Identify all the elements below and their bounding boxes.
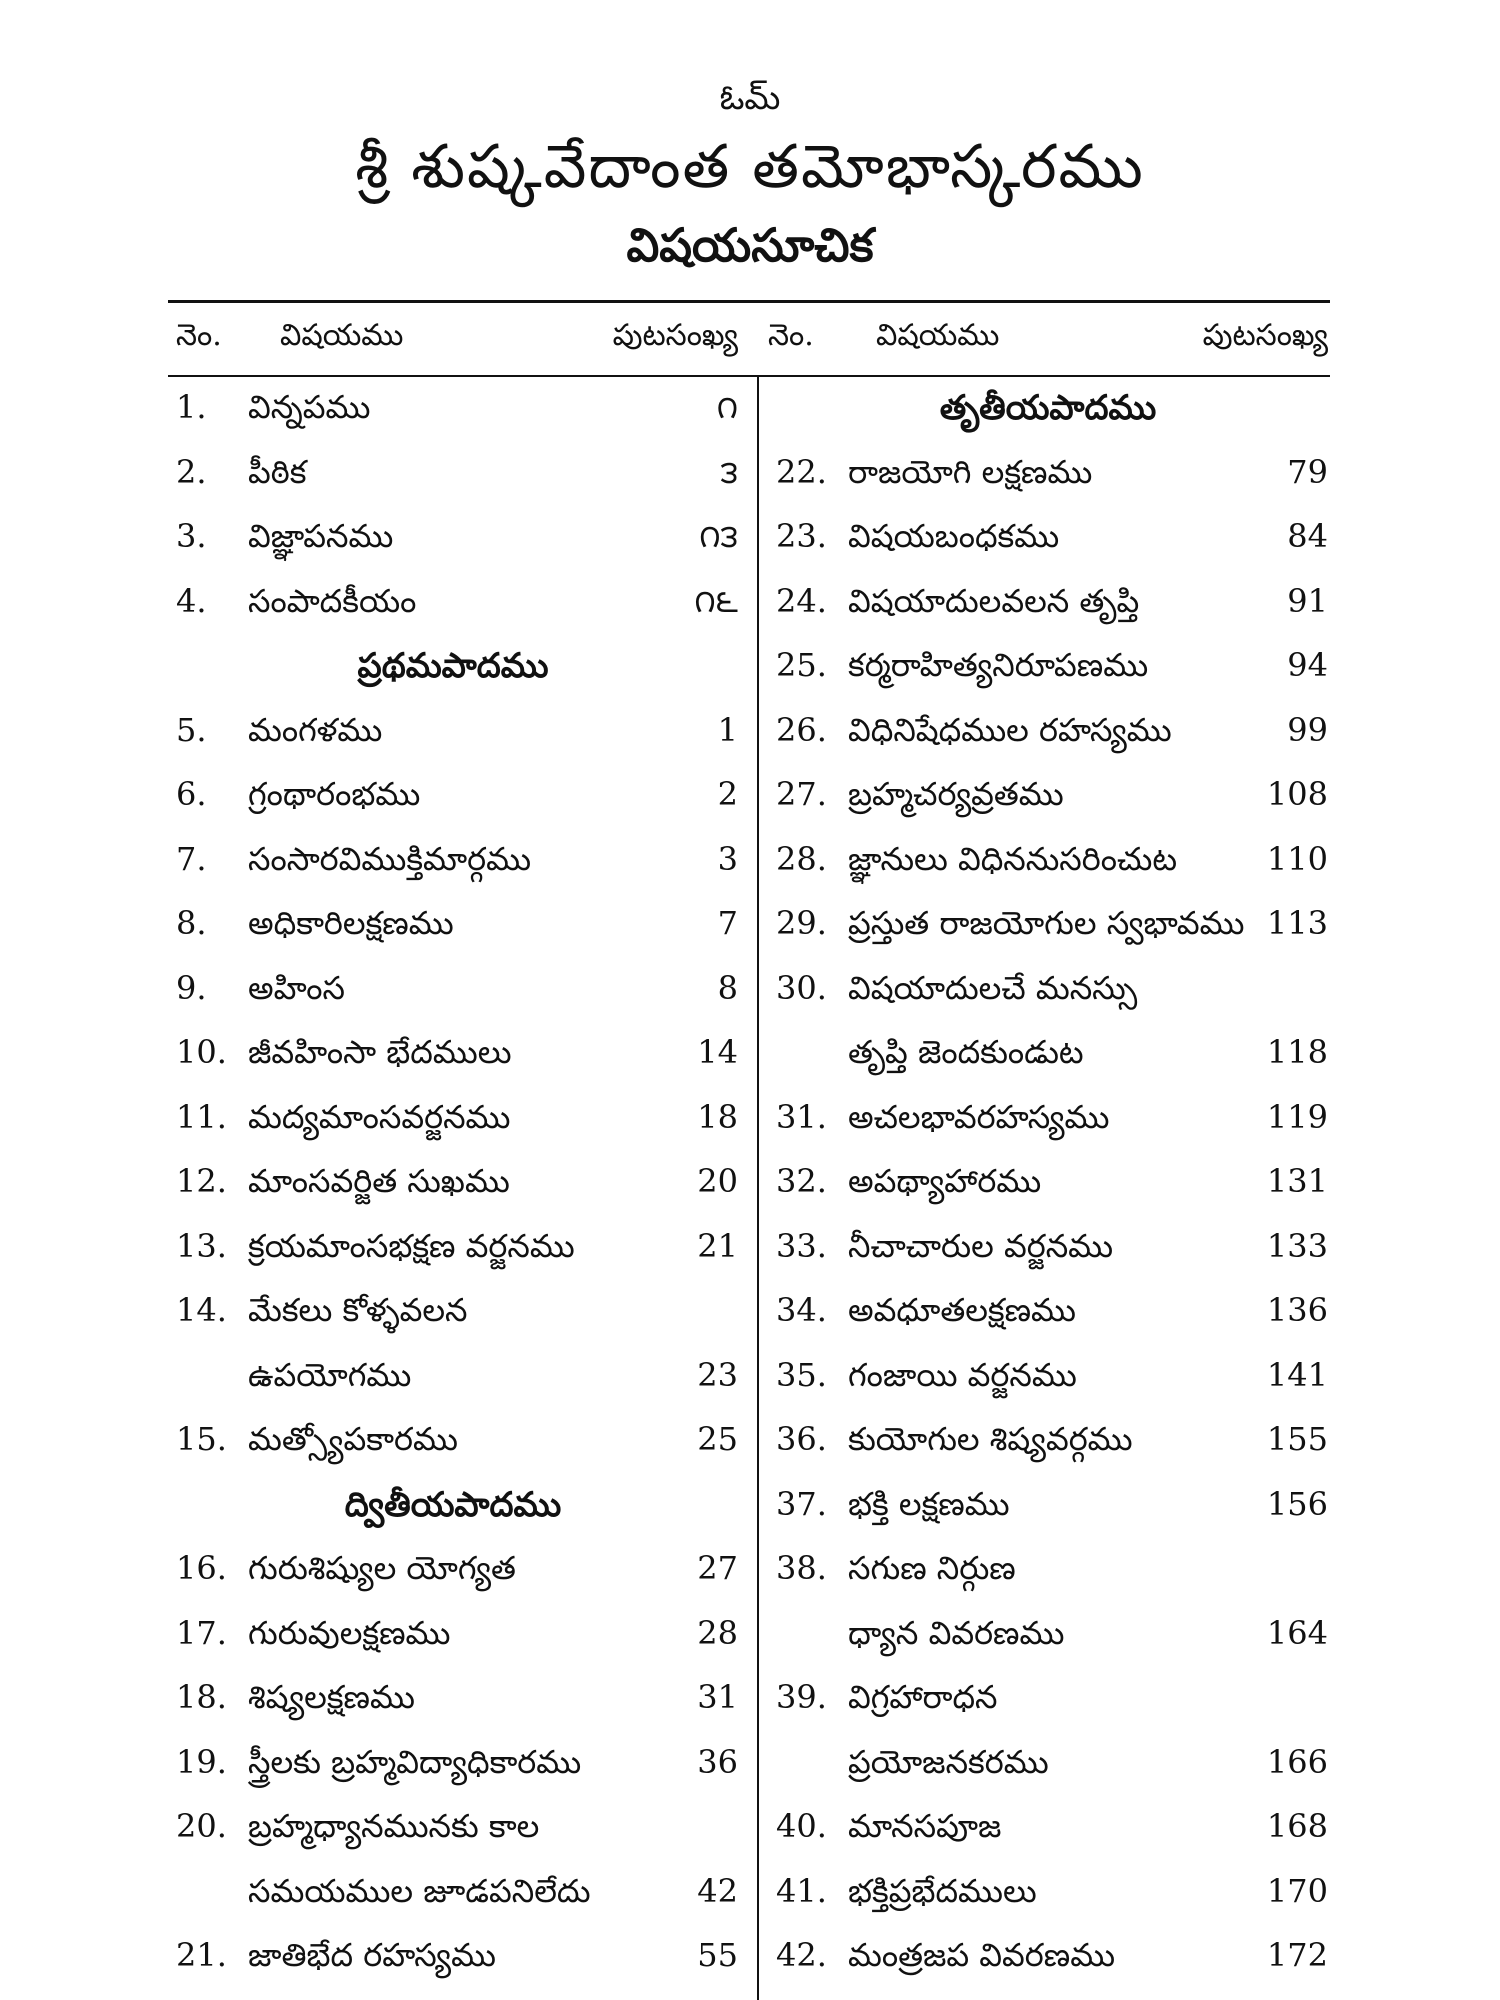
entry-number: 22. xyxy=(776,452,827,491)
right-contents-column xyxy=(768,376,1328,1989)
entry-title: బ్రహ్మచర్యవ్రతము xyxy=(848,775,1064,813)
entry-page-number: 118 xyxy=(1266,1033,1328,1071)
contents-entry xyxy=(768,1860,1328,1925)
contents-entry xyxy=(168,1021,738,1086)
entry-number: 3. xyxy=(176,517,207,555)
contents-entry xyxy=(168,828,738,893)
contents-entry xyxy=(768,1150,1328,1215)
entry-page-number: 55 xyxy=(697,1936,738,1974)
contents-entry xyxy=(768,570,1328,635)
contents-entry xyxy=(768,1408,1328,1473)
entry-page-number: 8 xyxy=(717,968,738,1007)
om-heading: ఓమ్ xyxy=(719,78,781,118)
contents-entry xyxy=(168,1408,738,1473)
entry-number: 13. xyxy=(176,1226,227,1265)
entry-number: 15. xyxy=(176,1420,227,1458)
entry-page-number: 3 xyxy=(717,839,738,878)
entry-title: గంజాయి వర్జనము xyxy=(848,1355,1077,1394)
header-page: పుటసంఖ్య xyxy=(1202,318,1328,353)
entry-number: 31. xyxy=(776,1097,827,1136)
entry-title: భక్తి లక్షణము xyxy=(848,1484,1010,1523)
entry-title: స్త్రీలకు బ్రహ్మవిద్యాధికారము xyxy=(248,1742,582,1781)
entry-page-number: ౩ xyxy=(720,452,738,491)
entry-title: అచలభావరహస్యము xyxy=(848,1097,1110,1136)
entry-title: మద్యమాంసవర్జనము xyxy=(248,1097,511,1136)
entry-title: ప్రయోజనకరము xyxy=(848,1742,1049,1781)
section-heading: ప్రథమపాదము xyxy=(357,646,549,686)
contents-entry xyxy=(168,1537,738,1602)
entry-page-number: 91 xyxy=(1287,581,1328,620)
header-subject: విషయము xyxy=(876,318,1000,353)
entry-page-number: 136 xyxy=(1266,1291,1328,1329)
entry-page-number: 131 xyxy=(1266,1162,1328,1200)
entry-title: మంగళము xyxy=(248,710,383,749)
entry-page-number: 110 xyxy=(1266,839,1328,878)
entry-number: 26. xyxy=(776,710,827,749)
entry-title: విజ్ఞాపనము xyxy=(248,517,394,555)
contents-entry xyxy=(168,1602,738,1667)
entry-title: అధికారిలక్షణము xyxy=(248,904,454,942)
contents-entry xyxy=(768,1215,1328,1280)
entry-title: అహింస xyxy=(248,968,345,1007)
entry-number: 1. xyxy=(176,388,207,426)
entry-page-number: 164 xyxy=(1266,1613,1328,1652)
contents-entry xyxy=(168,1731,738,1796)
entry-number: 21. xyxy=(176,1936,227,1974)
entry-number: 16. xyxy=(176,1549,227,1587)
contents-entry xyxy=(768,1344,1328,1409)
entry-page-number: 21 xyxy=(697,1226,738,1265)
contents-entry xyxy=(168,1860,738,1925)
entry-page-number: 155 xyxy=(1266,1420,1328,1458)
entry-page-number: 14 xyxy=(697,1033,738,1071)
section-heading-row xyxy=(168,634,738,699)
entry-title: మాంసవర్జిత సుఖము xyxy=(248,1162,510,1200)
entry-page-number: 170 xyxy=(1266,1871,1328,1910)
entry-page-number: 113 xyxy=(1266,904,1328,942)
entry-title: విషయాదులచే మనస్సు xyxy=(848,968,1138,1007)
entry-number: 38. xyxy=(776,1549,827,1587)
contents-entry xyxy=(168,570,738,635)
entry-number: 28. xyxy=(776,839,827,878)
entry-page-number: 156 xyxy=(1266,1484,1328,1523)
contents-entry xyxy=(168,376,738,441)
entry-number: 8. xyxy=(176,904,207,942)
contents-entry xyxy=(768,505,1328,570)
entry-number: 33. xyxy=(776,1226,827,1265)
contents-entry xyxy=(768,1537,1328,1602)
entry-title: తృప్తి జెందకుండుట xyxy=(848,1033,1084,1071)
entry-number: 27. xyxy=(776,775,827,813)
entry-number: 10. xyxy=(176,1033,227,1071)
entry-page-number: 23 xyxy=(697,1355,738,1394)
left-contents-column xyxy=(168,376,738,1989)
contents-entry xyxy=(768,1666,1328,1731)
entry-number: 7. xyxy=(176,839,207,878)
entry-title: సంపాదకీయం xyxy=(248,581,417,620)
contents-entry xyxy=(768,957,1328,1022)
entry-page-number: 20 xyxy=(697,1162,738,1200)
entry-page-number: ౧౩ xyxy=(699,517,738,555)
entry-title: జీవహింసా భేదములు xyxy=(248,1033,512,1071)
entry-page-number: 25 xyxy=(697,1420,738,1458)
entry-page-number: 166 xyxy=(1266,1742,1328,1781)
entry-page-number: 172 xyxy=(1266,1936,1328,1974)
entry-page-number: ౧ xyxy=(716,388,738,426)
entry-number: 17. xyxy=(176,1613,227,1652)
entry-title: కుయోగుల శిష్యవర్గము xyxy=(848,1420,1133,1458)
entry-page-number: 42 xyxy=(697,1871,738,1910)
contents-entry xyxy=(168,1086,738,1151)
header-number: నెం. xyxy=(768,318,814,353)
entry-page-number: 18 xyxy=(697,1097,738,1136)
contents-entry xyxy=(768,1021,1328,1086)
entry-page-number: 2 xyxy=(717,775,738,813)
contents-entry xyxy=(768,763,1328,828)
contents-entry xyxy=(768,1086,1328,1151)
entry-number: 30. xyxy=(776,968,827,1007)
entry-title: అవధూతలక్షణము xyxy=(848,1291,1076,1329)
entry-title: విన్నపము xyxy=(248,388,371,426)
column-divider xyxy=(757,375,759,2000)
entry-number: 34. xyxy=(776,1291,827,1329)
top-rule xyxy=(168,300,1330,303)
section-heading-row xyxy=(768,376,1328,441)
entry-title: జాతిభేద రహస్యము xyxy=(248,1936,496,1974)
entry-number: 4. xyxy=(176,581,207,620)
entry-page-number: 133 xyxy=(1266,1226,1328,1265)
entry-title: సగుణ నిర్గుణ xyxy=(848,1549,1016,1587)
contents-entry xyxy=(168,1666,738,1731)
entry-title: విగ్రహారాధన xyxy=(848,1678,998,1716)
contents-entry xyxy=(768,1924,1328,1989)
entry-title: గురువులక్షణము xyxy=(248,1613,451,1652)
entry-title: విషయాదులవలన తృప్తి xyxy=(848,581,1140,620)
entry-number: 14. xyxy=(176,1291,227,1329)
section-heading: ద్వితీయపాదము xyxy=(344,1484,562,1525)
contents-title: విషయసూచిక xyxy=(626,218,874,272)
book-title: శ్రీ శుష్కవేదాంత తమోభాస్కరము xyxy=(355,132,1145,202)
contents-entry xyxy=(168,1344,738,1409)
entry-page-number: 168 xyxy=(1266,1807,1328,1845)
entry-page-number: 141 xyxy=(1266,1355,1328,1394)
header-subject: విషయము xyxy=(280,318,404,353)
entry-title: భక్తిప్రభేదములు xyxy=(848,1871,1037,1910)
right-column-header xyxy=(768,318,1328,368)
entry-page-number: 28 xyxy=(697,1613,738,1652)
entry-page-number: 99 xyxy=(1287,710,1328,749)
entry-page-number: 119 xyxy=(1266,1097,1328,1136)
entry-title: అపథ్యాహారము xyxy=(848,1162,1042,1200)
entry-page-number: 31 xyxy=(697,1678,738,1716)
section-heading: తృతీయపాదము xyxy=(939,388,1157,428)
contents-entry xyxy=(768,634,1328,699)
contents-entry xyxy=(168,441,738,506)
entry-page-number: 94 xyxy=(1287,646,1328,684)
contents-entry xyxy=(768,1279,1328,1344)
entry-number: 5. xyxy=(176,710,207,749)
entry-page-number: 108 xyxy=(1266,775,1328,813)
entry-number: 35. xyxy=(776,1355,827,1394)
contents-entry xyxy=(168,1279,738,1344)
entry-title: శిష్యలక్షణము xyxy=(248,1678,415,1716)
entry-title: క్రయమాంసభక్షణ వర్జనము xyxy=(248,1226,575,1265)
contents-entry xyxy=(168,1215,738,1280)
contents-entry xyxy=(168,957,738,1022)
entry-page-number: 79 xyxy=(1287,452,1328,491)
entry-title: సంసారవిముక్తిమార్గము xyxy=(248,839,532,878)
contents-entry xyxy=(168,763,738,828)
entry-title: మంత్రజప వివరణము xyxy=(848,1936,1116,1974)
contents-entry xyxy=(168,505,738,570)
contents-entry xyxy=(768,828,1328,893)
entry-number: 41. xyxy=(776,1871,827,1910)
contents-entry xyxy=(768,441,1328,506)
entry-page-number: 84 xyxy=(1287,517,1328,555)
entry-number: 39. xyxy=(776,1678,827,1716)
entry-number: 12. xyxy=(176,1162,227,1200)
contents-entry xyxy=(168,1924,738,1989)
entry-title: మత్స్యోపకారము xyxy=(248,1420,458,1458)
entry-title: గురుశిష్యుల యోగ్యత xyxy=(248,1549,516,1587)
contents-entry xyxy=(768,1731,1328,1796)
entry-page-number: 7 xyxy=(717,904,738,942)
contents-entry xyxy=(768,1795,1328,1860)
contents-entry xyxy=(768,699,1328,764)
left-column-header xyxy=(168,318,738,368)
entry-title: జ్ఞానులు విధిననుసరించుట xyxy=(848,839,1178,878)
entry-page-number: 27 xyxy=(697,1549,738,1587)
entry-title: కర్మరాహిత్యనిరూపణము xyxy=(848,646,1149,684)
entry-title: సమయముల జూడపనిలేదు xyxy=(248,1871,591,1910)
contents-entry xyxy=(168,892,738,957)
entry-page-number: ౧౬ xyxy=(694,581,738,620)
entry-number: 9. xyxy=(176,968,207,1007)
entry-number: 19. xyxy=(176,1742,227,1781)
entry-title: మానసపూజ xyxy=(848,1807,1002,1845)
contents-entry xyxy=(168,1150,738,1215)
entry-number: 6. xyxy=(176,775,207,813)
entry-number: 2. xyxy=(176,452,207,491)
entry-title: ప్రస్తుత రాజయోగుల స్వభావము xyxy=(848,904,1245,942)
entry-number: 37. xyxy=(776,1484,827,1523)
entry-title: గ్రంథారంభము xyxy=(248,775,421,813)
contents-entry xyxy=(768,1602,1328,1667)
entry-page-number: 36 xyxy=(697,1742,738,1781)
entry-title: మేకలు కోళ్ళవలన xyxy=(248,1291,468,1329)
entry-title: విధినిషేధముల రహస్యము xyxy=(848,710,1172,749)
header-number: నెం. xyxy=(176,318,222,353)
entry-title: ధ్యాన వివరణము xyxy=(848,1613,1065,1652)
entry-title: బ్రహ్మధ్యానమునకు కాల xyxy=(248,1807,540,1845)
entry-number: 23. xyxy=(776,517,827,555)
entry-title: రాజయోగి లక్షణము xyxy=(848,452,1093,491)
entry-title: నీచాచారుల వర్జనము xyxy=(848,1226,1114,1265)
entry-number: 20. xyxy=(176,1807,227,1845)
contents-entry xyxy=(168,1795,738,1860)
entry-number: 36. xyxy=(776,1420,827,1458)
entry-number: 11. xyxy=(176,1097,227,1136)
entry-number: 29. xyxy=(776,904,827,942)
entry-number: 40. xyxy=(776,1807,827,1845)
entry-number: 42. xyxy=(776,1936,827,1974)
entry-title: విషయబంధకము xyxy=(848,517,1060,555)
header-page: పుటసంఖ్య xyxy=(612,318,738,353)
contents-entry xyxy=(768,1473,1328,1538)
contents-entry xyxy=(768,892,1328,957)
entry-number: 32. xyxy=(776,1162,827,1200)
entry-title: ఉపయోగము xyxy=(248,1355,412,1394)
section-heading-row xyxy=(168,1473,738,1538)
entry-number: 24. xyxy=(776,581,827,620)
entry-page-number: 1 xyxy=(717,710,738,749)
entry-number: 25. xyxy=(776,646,827,684)
entry-number: 18. xyxy=(176,1678,227,1716)
contents-entry xyxy=(168,699,738,764)
entry-title: పీఠిక xyxy=(248,452,307,491)
